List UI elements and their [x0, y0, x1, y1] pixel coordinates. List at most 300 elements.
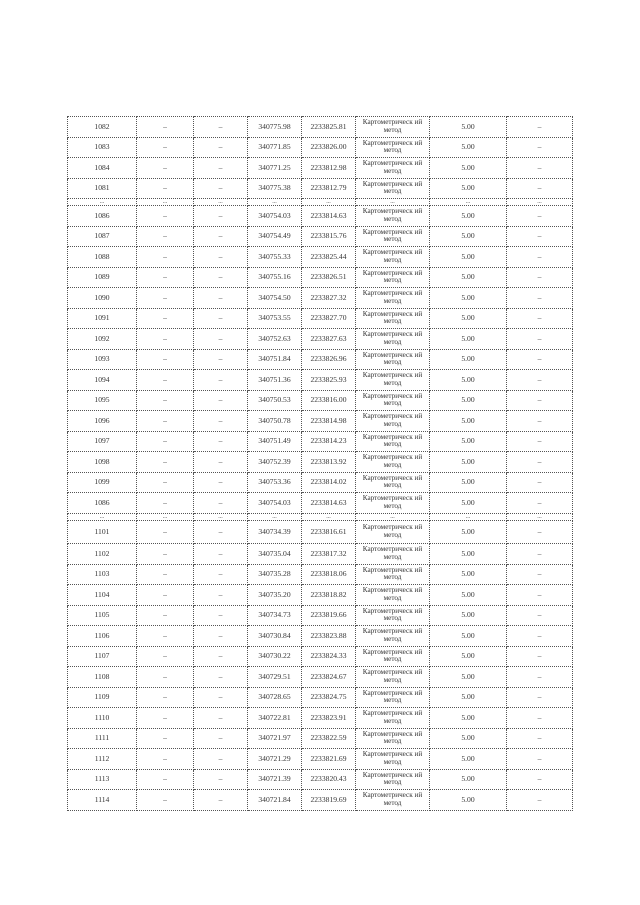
- x-coordinate-cell: 340721.39: [248, 769, 302, 790]
- point-number-cell: 1092: [68, 329, 137, 350]
- point-number-cell: 1108: [68, 667, 137, 688]
- table-row: [68, 728, 573, 749]
- point-number-cell: 1095: [68, 390, 137, 411]
- empty-cell: –: [137, 605, 194, 626]
- empty-cell: –: [194, 790, 248, 811]
- y-coordinate-cell: 2233819.66: [302, 605, 356, 626]
- ellipsis-cell: ...: [356, 199, 430, 206]
- accuracy-cell: 5.00: [430, 708, 507, 729]
- y-coordinate-cell: 2233826.96: [302, 349, 356, 370]
- method-cell: Картометрическ ий метод: [356, 158, 430, 179]
- empty-cell: –: [194, 117, 248, 138]
- x-coordinate-cell: 340775.98: [248, 117, 302, 138]
- accuracy-cell: 5.00: [430, 472, 507, 493]
- empty-cell: –: [137, 687, 194, 708]
- table-row: [68, 769, 573, 790]
- table-row: [68, 247, 573, 268]
- y-coordinate-cell: 2233825.81: [302, 117, 356, 138]
- point-number-cell: 1094: [68, 370, 137, 391]
- y-coordinate-cell: 2233827.70: [302, 308, 356, 329]
- empty-cell: –: [507, 247, 573, 268]
- method-cell: Картометрическ ий метод: [356, 308, 430, 329]
- x-coordinate-cell: 340775.38: [248, 178, 302, 199]
- point-number-cell: 1111: [68, 728, 137, 749]
- x-coordinate-cell: 340754.50: [248, 288, 302, 309]
- x-coordinate-cell: 340754.49: [248, 226, 302, 247]
- method-cell: Картометрическ ий метод: [356, 411, 430, 432]
- y-coordinate-cell: 2233814.23: [302, 431, 356, 452]
- point-number-cell: 1093: [68, 349, 137, 370]
- point-number-cell: 1104: [68, 585, 137, 606]
- method-cell: Картометрическ ий метод: [356, 708, 430, 729]
- empty-cell: –: [507, 370, 573, 391]
- ellipsis-cell: ...: [430, 199, 507, 206]
- table-row: [68, 431, 573, 452]
- ellipsis-cell: ...: [137, 513, 194, 520]
- accuracy-cell: 5.00: [430, 329, 507, 350]
- method-cell: Картометрическ ий метод: [356, 520, 430, 544]
- empty-cell: –: [194, 206, 248, 227]
- empty-cell: –: [507, 288, 573, 309]
- separator-row: [68, 513, 573, 520]
- ellipsis-cell: ...: [507, 199, 573, 206]
- empty-cell: –: [507, 137, 573, 158]
- accuracy-cell: 5.00: [430, 646, 507, 667]
- x-coordinate-cell: 340728.65: [248, 687, 302, 708]
- accuracy-cell: 5.00: [430, 520, 507, 544]
- table-row: [68, 117, 573, 138]
- accuracy-cell: 5.00: [430, 370, 507, 391]
- empty-cell: –: [137, 667, 194, 688]
- method-cell: Картометрическ ий метод: [356, 749, 430, 770]
- empty-cell: –: [507, 728, 573, 749]
- point-number-cell: 1087: [68, 226, 137, 247]
- empty-cell: –: [194, 370, 248, 391]
- empty-cell: –: [507, 178, 573, 199]
- empty-cell: –: [137, 520, 194, 544]
- empty-cell: –: [194, 288, 248, 309]
- empty-cell: –: [507, 226, 573, 247]
- table-body: [68, 117, 573, 811]
- y-coordinate-cell: 2233826.51: [302, 267, 356, 288]
- y-coordinate-cell: 2233816.00: [302, 390, 356, 411]
- method-cell: Картометрическ ий метод: [356, 178, 430, 199]
- empty-cell: –: [194, 769, 248, 790]
- table-row: [68, 667, 573, 688]
- empty-cell: –: [507, 117, 573, 138]
- table-row: [68, 472, 573, 493]
- separator-row: [68, 199, 573, 206]
- y-coordinate-cell: 2233825.93: [302, 370, 356, 391]
- method-cell: Картометрическ ий метод: [356, 493, 430, 514]
- empty-cell: –: [194, 247, 248, 268]
- point-number-cell: 1112: [68, 749, 137, 770]
- empty-cell: –: [194, 452, 248, 473]
- y-coordinate-cell: 2233823.91: [302, 708, 356, 729]
- point-number-cell: 1103: [68, 564, 137, 585]
- point-number-cell: 1110: [68, 708, 137, 729]
- empty-cell: –: [507, 431, 573, 452]
- empty-cell: –: [194, 329, 248, 350]
- point-number-cell: 1088: [68, 247, 137, 268]
- y-coordinate-cell: 2233814.63: [302, 206, 356, 227]
- table-row: [68, 158, 573, 179]
- empty-cell: –: [137, 206, 194, 227]
- empty-cell: –: [194, 267, 248, 288]
- point-number-cell: 1101: [68, 520, 137, 544]
- table-row: [68, 626, 573, 647]
- y-coordinate-cell: 2233822.59: [302, 728, 356, 749]
- empty-cell: –: [194, 308, 248, 329]
- table-row: [68, 585, 573, 606]
- point-number-cell: 1086: [68, 206, 137, 227]
- x-coordinate-cell: 340752.63: [248, 329, 302, 350]
- table-row: [68, 267, 573, 288]
- empty-cell: –: [507, 472, 573, 493]
- x-coordinate-cell: 340735.28: [248, 564, 302, 585]
- empty-cell: –: [137, 769, 194, 790]
- y-coordinate-cell: 2233825.44: [302, 247, 356, 268]
- empty-cell: –: [137, 790, 194, 811]
- table-row: [68, 564, 573, 585]
- accuracy-cell: 5.00: [430, 605, 507, 626]
- empty-cell: –: [194, 493, 248, 514]
- x-coordinate-cell: 340753.55: [248, 308, 302, 329]
- method-cell: Картометрическ ий метод: [356, 431, 430, 452]
- point-number-cell: 1098: [68, 452, 137, 473]
- accuracy-cell: 5.00: [430, 585, 507, 606]
- y-coordinate-cell: 2233812.98: [302, 158, 356, 179]
- point-number-cell: 1107: [68, 646, 137, 667]
- table-row: [68, 288, 573, 309]
- x-coordinate-cell: 340752.39: [248, 452, 302, 473]
- empty-cell: –: [194, 520, 248, 544]
- accuracy-cell: 5.00: [430, 769, 507, 790]
- accuracy-cell: 5.00: [430, 267, 507, 288]
- empty-cell: –: [507, 667, 573, 688]
- empty-cell: –: [507, 585, 573, 606]
- point-number-cell: 1109: [68, 687, 137, 708]
- empty-cell: –: [137, 585, 194, 606]
- empty-cell: –: [507, 605, 573, 626]
- accuracy-cell: 5.00: [430, 411, 507, 432]
- y-coordinate-cell: 2233818.82: [302, 585, 356, 606]
- y-coordinate-cell: 2233814.63: [302, 493, 356, 514]
- method-cell: Картометрическ ий метод: [356, 564, 430, 585]
- empty-cell: –: [507, 349, 573, 370]
- empty-cell: –: [507, 390, 573, 411]
- method-cell: Картометрическ ий метод: [356, 728, 430, 749]
- empty-cell: –: [507, 749, 573, 770]
- empty-cell: –: [194, 626, 248, 647]
- x-coordinate-cell: 340730.22: [248, 646, 302, 667]
- empty-cell: –: [194, 646, 248, 667]
- empty-cell: –: [194, 349, 248, 370]
- point-number-cell: 1099: [68, 472, 137, 493]
- empty-cell: –: [137, 226, 194, 247]
- ellipsis-cell: ...: [137, 199, 194, 206]
- x-coordinate-cell: 340721.97: [248, 728, 302, 749]
- y-coordinate-cell: 2233813.92: [302, 452, 356, 473]
- method-cell: Картометрическ ий метод: [356, 646, 430, 667]
- accuracy-cell: 5.00: [430, 390, 507, 411]
- accuracy-cell: 5.00: [430, 226, 507, 247]
- table-row: [68, 452, 573, 473]
- empty-cell: –: [137, 472, 194, 493]
- table-row: [68, 520, 573, 544]
- accuracy-cell: 5.00: [430, 493, 507, 514]
- empty-cell: –: [194, 431, 248, 452]
- ellipsis-cell: ...: [194, 513, 248, 520]
- empty-cell: –: [507, 708, 573, 729]
- y-coordinate-cell: 2233826.00: [302, 137, 356, 158]
- accuracy-cell: 5.00: [430, 349, 507, 370]
- empty-cell: –: [137, 749, 194, 770]
- empty-cell: –: [137, 329, 194, 350]
- method-cell: Картометрическ ий метод: [356, 769, 430, 790]
- accuracy-cell: 5.00: [430, 206, 507, 227]
- empty-cell: –: [137, 431, 194, 452]
- x-coordinate-cell: 340734.39: [248, 520, 302, 544]
- accuracy-cell: 5.00: [430, 544, 507, 565]
- empty-cell: –: [137, 267, 194, 288]
- empty-cell: –: [194, 544, 248, 565]
- accuracy-cell: 5.00: [430, 749, 507, 770]
- y-coordinate-cell: 2233815.76: [302, 226, 356, 247]
- empty-cell: –: [194, 226, 248, 247]
- table-row: [68, 308, 573, 329]
- point-number-cell: 1096: [68, 411, 137, 432]
- ellipsis-cell: ...: [68, 513, 137, 520]
- empty-cell: –: [137, 708, 194, 729]
- method-cell: Картометрическ ий метод: [356, 687, 430, 708]
- table-row: [68, 646, 573, 667]
- point-number-cell: 1083: [68, 137, 137, 158]
- ellipsis-cell: ...: [356, 513, 430, 520]
- empty-cell: –: [507, 790, 573, 811]
- method-cell: Картометрическ ий метод: [356, 585, 430, 606]
- point-number-cell: 1086: [68, 493, 137, 514]
- method-cell: Картометрическ ий метод: [356, 288, 430, 309]
- accuracy-cell: 5.00: [430, 687, 507, 708]
- empty-cell: –: [507, 520, 573, 544]
- y-coordinate-cell: 2233824.67: [302, 667, 356, 688]
- method-cell: Картометрическ ий метод: [356, 390, 430, 411]
- method-cell: Картометрическ ий метод: [356, 267, 430, 288]
- y-coordinate-cell: 2233818.06: [302, 564, 356, 585]
- point-number-cell: 1091: [68, 308, 137, 329]
- table-row: [68, 708, 573, 729]
- method-cell: Картометрическ ий метод: [356, 329, 430, 350]
- ellipsis-cell: ...: [507, 513, 573, 520]
- table-row: [68, 411, 573, 432]
- method-cell: Картометрическ ий метод: [356, 370, 430, 391]
- empty-cell: –: [194, 564, 248, 585]
- accuracy-cell: 5.00: [430, 564, 507, 585]
- method-cell: Картометрическ ий метод: [356, 626, 430, 647]
- empty-cell: –: [194, 472, 248, 493]
- y-coordinate-cell: 2233820.43: [302, 769, 356, 790]
- empty-cell: –: [137, 626, 194, 647]
- ellipsis-cell: ...: [302, 199, 356, 206]
- point-number-cell: 1105: [68, 605, 137, 626]
- table-row: [68, 206, 573, 227]
- empty-cell: –: [194, 585, 248, 606]
- accuracy-cell: 5.00: [430, 667, 507, 688]
- table-row: [68, 137, 573, 158]
- x-coordinate-cell: 340735.04: [248, 544, 302, 565]
- accuracy-cell: 5.00: [430, 308, 507, 329]
- accuracy-cell: 5.00: [430, 117, 507, 138]
- y-coordinate-cell: 2233823.88: [302, 626, 356, 647]
- x-coordinate-cell: 340721.29: [248, 749, 302, 770]
- method-cell: Картометрическ ий метод: [356, 349, 430, 370]
- ellipsis-cell: ...: [248, 199, 302, 206]
- empty-cell: –: [137, 728, 194, 749]
- point-number-cell: 1081: [68, 178, 137, 199]
- empty-cell: –: [194, 667, 248, 688]
- empty-cell: –: [507, 329, 573, 350]
- empty-cell: –: [507, 411, 573, 432]
- empty-cell: –: [137, 493, 194, 514]
- empty-cell: –: [137, 117, 194, 138]
- empty-cell: –: [194, 728, 248, 749]
- x-coordinate-cell: 340753.36: [248, 472, 302, 493]
- method-cell: Картометрическ ий метод: [356, 667, 430, 688]
- accuracy-cell: 5.00: [430, 790, 507, 811]
- y-coordinate-cell: 2233824.33: [302, 646, 356, 667]
- empty-cell: –: [137, 137, 194, 158]
- accuracy-cell: 5.00: [430, 452, 507, 473]
- table-row: [68, 329, 573, 350]
- table-row: [68, 370, 573, 391]
- x-coordinate-cell: 340750.78: [248, 411, 302, 432]
- point-number-cell: 1082: [68, 117, 137, 138]
- x-coordinate-cell: 340771.25: [248, 158, 302, 179]
- method-cell: Картометрическ ий метод: [356, 605, 430, 626]
- x-coordinate-cell: 340730.84: [248, 626, 302, 647]
- table-row: [68, 544, 573, 565]
- ellipsis-cell: ...: [194, 199, 248, 206]
- method-cell: Картометрическ ий метод: [356, 117, 430, 138]
- accuracy-cell: 5.00: [430, 247, 507, 268]
- x-coordinate-cell: 340754.03: [248, 493, 302, 514]
- point-number-cell: 1106: [68, 626, 137, 647]
- empty-cell: –: [194, 178, 248, 199]
- x-coordinate-cell: 340754.03: [248, 206, 302, 227]
- x-coordinate-cell: 340751.84: [248, 349, 302, 370]
- empty-cell: –: [137, 247, 194, 268]
- accuracy-cell: 5.00: [430, 728, 507, 749]
- y-coordinate-cell: 2233821.69: [302, 749, 356, 770]
- ellipsis-cell: ...: [248, 513, 302, 520]
- empty-cell: –: [194, 411, 248, 432]
- method-cell: Картометрическ ий метод: [356, 137, 430, 158]
- empty-cell: –: [507, 564, 573, 585]
- table-row: [68, 349, 573, 370]
- empty-cell: –: [194, 137, 248, 158]
- empty-cell: –: [507, 544, 573, 565]
- empty-cell: –: [194, 708, 248, 729]
- point-number-cell: 1113: [68, 769, 137, 790]
- point-number-cell: 1090: [68, 288, 137, 309]
- table-row: [68, 605, 573, 626]
- x-coordinate-cell: 340771.85: [248, 137, 302, 158]
- method-cell: Картометрическ ий метод: [356, 226, 430, 247]
- empty-cell: –: [507, 687, 573, 708]
- method-cell: Картометрическ ий метод: [356, 544, 430, 565]
- empty-cell: –: [194, 605, 248, 626]
- table-row: [68, 178, 573, 199]
- point-number-cell: 1089: [68, 267, 137, 288]
- y-coordinate-cell: 2233827.63: [302, 329, 356, 350]
- method-cell: Картометрическ ий метод: [356, 452, 430, 473]
- y-coordinate-cell: 2233814.02: [302, 472, 356, 493]
- method-cell: Картометрическ ий метод: [356, 206, 430, 227]
- empty-cell: –: [507, 206, 573, 227]
- empty-cell: –: [507, 646, 573, 667]
- x-coordinate-cell: 340735.20: [248, 585, 302, 606]
- empty-cell: –: [507, 769, 573, 790]
- empty-cell: –: [137, 411, 194, 432]
- empty-cell: –: [194, 749, 248, 770]
- empty-cell: –: [137, 564, 194, 585]
- x-coordinate-cell: 340755.16: [248, 267, 302, 288]
- point-number-cell: 1097: [68, 431, 137, 452]
- empty-cell: –: [137, 288, 194, 309]
- x-coordinate-cell: 340734.73: [248, 605, 302, 626]
- y-coordinate-cell: 2233812.79: [302, 178, 356, 199]
- method-cell: Картометрическ ий метод: [356, 247, 430, 268]
- empty-cell: –: [137, 308, 194, 329]
- x-coordinate-cell: 340722.81: [248, 708, 302, 729]
- method-cell: Картометрическ ий метод: [356, 790, 430, 811]
- table-row: [68, 687, 573, 708]
- x-coordinate-cell: 340755.33: [248, 247, 302, 268]
- method-cell: Картометрическ ий метод: [356, 472, 430, 493]
- accuracy-cell: 5.00: [430, 178, 507, 199]
- empty-cell: –: [137, 349, 194, 370]
- x-coordinate-cell: 340729.51: [248, 667, 302, 688]
- table-row: [68, 226, 573, 247]
- point-number-cell: 1114: [68, 790, 137, 811]
- y-coordinate-cell: 2233817.32: [302, 544, 356, 565]
- empty-cell: –: [137, 646, 194, 667]
- x-coordinate-cell: 340751.49: [248, 431, 302, 452]
- table-row: [68, 790, 573, 811]
- x-coordinate-cell: 340750.53: [248, 390, 302, 411]
- empty-cell: –: [194, 390, 248, 411]
- coordinates-table: [67, 116, 573, 811]
- empty-cell: –: [137, 370, 194, 391]
- accuracy-cell: 5.00: [430, 137, 507, 158]
- y-coordinate-cell: 2233819.69: [302, 790, 356, 811]
- ellipsis-cell: ...: [430, 513, 507, 520]
- table-row: [68, 390, 573, 411]
- y-coordinate-cell: 2233824.75: [302, 687, 356, 708]
- y-coordinate-cell: 2233814.98: [302, 411, 356, 432]
- empty-cell: –: [507, 493, 573, 514]
- point-number-cell: 1102: [68, 544, 137, 565]
- empty-cell: –: [507, 626, 573, 647]
- empty-cell: –: [194, 158, 248, 179]
- empty-cell: –: [507, 308, 573, 329]
- accuracy-cell: 5.00: [430, 431, 507, 452]
- accuracy-cell: 5.00: [430, 626, 507, 647]
- empty-cell: –: [137, 178, 194, 199]
- x-coordinate-cell: 340721.84: [248, 790, 302, 811]
- accuracy-cell: 5.00: [430, 288, 507, 309]
